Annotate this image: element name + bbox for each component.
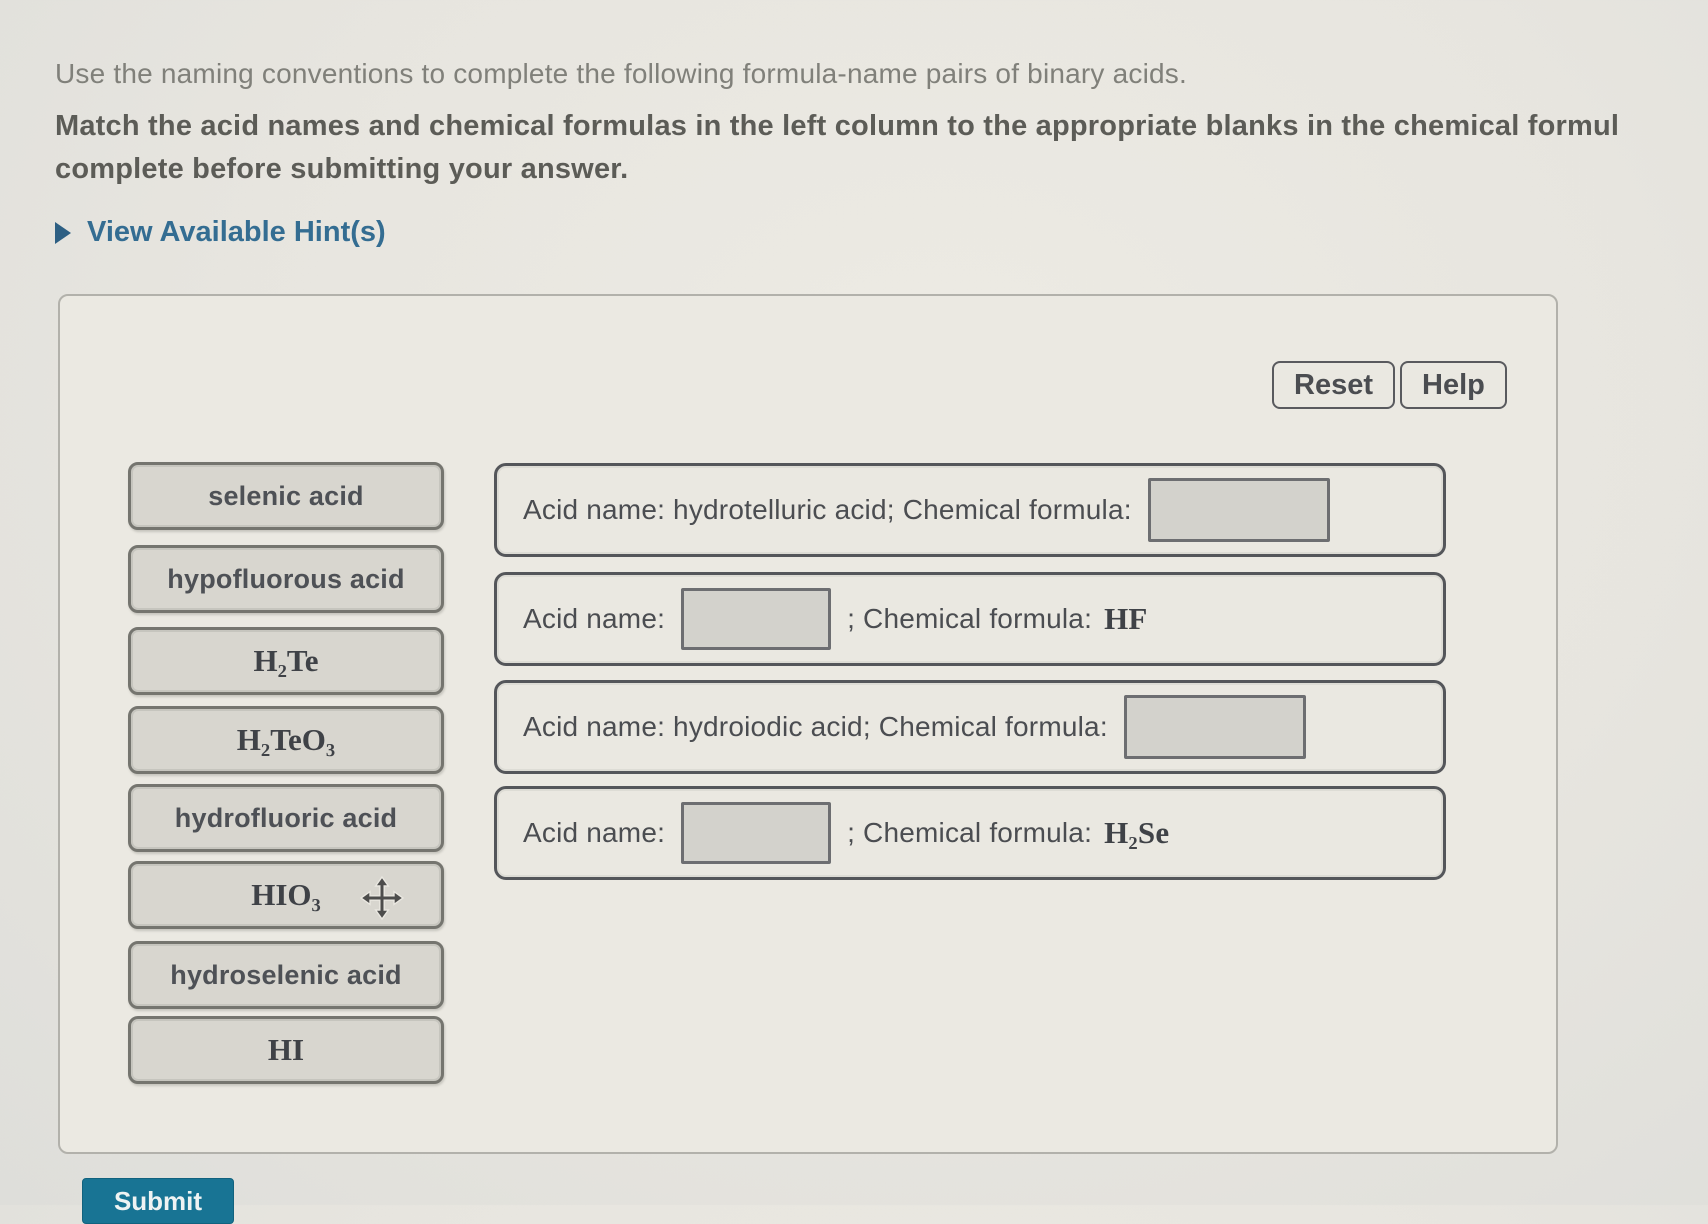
slot-hydroiodic [494, 680, 1446, 774]
tile-label: HI [267, 1032, 305, 1067]
formula-drop-target-hydrotelluric[interactable] [1148, 478, 1330, 542]
tile-selenic-acid[interactable] [128, 462, 444, 530]
tile-label: hypofluorous acid [167, 563, 405, 594]
slot-hf [494, 572, 1446, 666]
name-drop-target-h2se[interactable] [681, 802, 831, 864]
tile-hio3[interactable] [128, 861, 444, 929]
reset-button[interactable]: Reset [1272, 361, 1395, 409]
submit-button[interactable]: Submit [82, 1178, 234, 1224]
instruction-text: Use the naming conventions to complete the following formula-name pairs of binary acids. [55, 58, 1187, 89]
hint-expand-icon [55, 222, 71, 244]
name-drop-target-hf[interactable] [681, 588, 831, 650]
instruction-bold-line-1: Match the acid names and chemical formulas in the left column to the appropriate blanks in the chemical formul [55, 110, 1620, 142]
formula-drop-target-hydroiodic[interactable] [1124, 695, 1306, 759]
help-button[interactable]: Help [1400, 361, 1507, 409]
slot-h2se [494, 786, 1446, 880]
tile-label: H₂TeO₃ [236, 722, 336, 757]
slot-text: Acid name: [523, 603, 666, 634]
slot-hydrotelluric [494, 463, 1446, 557]
tile-hydroselenic-acid[interactable] [128, 941, 444, 1009]
slot-formula: H₂Se [1104, 815, 1170, 850]
instruction-bold-line-2: complete before submitting your answer. [55, 153, 629, 185]
tile-hydrofluoric-acid[interactable] [128, 784, 444, 852]
slot-text: Acid name: [523, 817, 666, 848]
slot-text: Acid name: hydrotelluric acid; Chemical formula: [523, 494, 1132, 525]
hint-link-label: View Available Hint(s) [87, 216, 386, 248]
view-hints-link[interactable] [55, 216, 386, 249]
tile-label: H₂Te [253, 643, 319, 678]
slot-formula: HF [1104, 601, 1148, 636]
slot-text: ; Chemical formula: [847, 817, 1093, 848]
slot-text: Acid name: hydroiodic acid; Chemical formula: [523, 711, 1108, 742]
tile-hi[interactable] [128, 1016, 444, 1084]
tile-hypofluorous-acid[interactable] [128, 545, 444, 613]
tile-label: HIO₃ [251, 877, 321, 912]
tile-label: hydroselenic acid [170, 959, 402, 990]
tile-label: selenic acid [208, 480, 364, 511]
slot-text: ; Chemical formula: [847, 603, 1093, 634]
tile-h2te[interactable] [128, 627, 444, 695]
tile-h2teo3[interactable] [128, 706, 444, 774]
tile-label: hydrofluoric acid [174, 802, 398, 833]
